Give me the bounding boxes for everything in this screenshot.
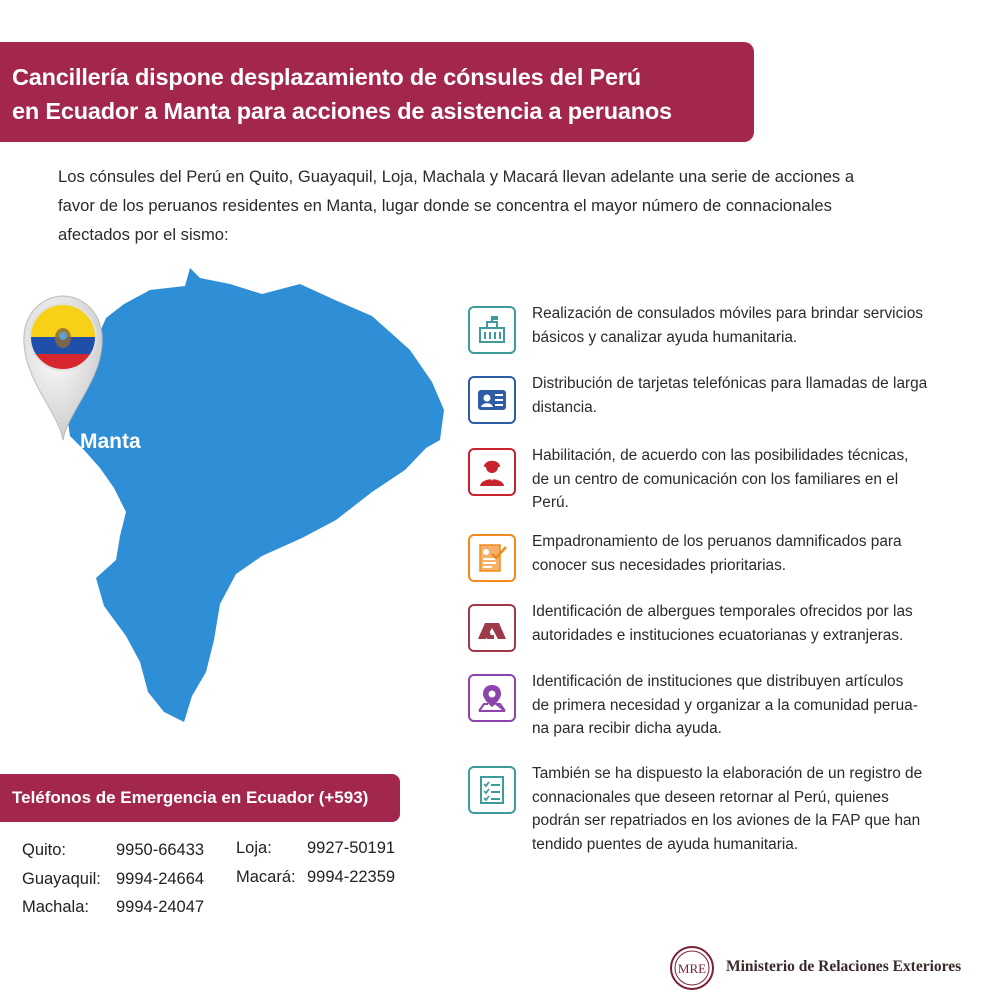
phone-city: Guayaquil:: [22, 869, 101, 888]
emergency-phones-title: Teléfonos de Emergencia en Ecuador (+593): [0, 774, 400, 822]
phone-city: Loja:: [236, 839, 272, 857]
ecuador-flag-pin-icon: [18, 292, 108, 442]
action-text-line: distancia.: [532, 398, 598, 416]
phone-card-icon: [468, 376, 516, 424]
action-text-line: conocer sus necesidades prioritarias.: [532, 556, 787, 574]
action-text-line: Perú.: [532, 494, 569, 511]
seal-text: MRE: [677, 961, 707, 976]
action-text-line: de primera necesidad y organizar a la comunidad perua-: [532, 696, 918, 714]
action-text-line: básicos y canalizar ayuda humanitaria.: [532, 328, 798, 346]
title-line-1: Cancillería dispone desplazamiento de cónsules del Perú: [12, 64, 641, 90]
action-text-line: de un centro de comunicación con los familiares en el: [532, 470, 899, 488]
phone-city: Quito:: [22, 841, 67, 859]
action-text: [532, 372, 964, 419]
phone-city: Machala:: [22, 898, 89, 916]
action-text-line: Distribución de tarjetas telefónicas para llamadas de larga: [532, 375, 928, 392]
ministry-name: Ministerio de Relaciones Exteriores: [726, 958, 962, 975]
ministry-footer: [668, 944, 993, 992]
phone-number: 9927-50191: [307, 839, 396, 857]
action-text-line: Realización de consulados móviles para brindar servicios: [532, 305, 923, 322]
ecuador-map-shape: [66, 268, 444, 722]
action-text-line: autoridades e instituciones ecuatorianas y extranjeras.: [532, 626, 904, 644]
action-text-line: Habilitación, de acuerdo con las posibilidades técnicas,: [532, 447, 909, 464]
shelter-tent-icon: [468, 604, 516, 652]
action-text-line: podrán ser repatriados en los aviones de la FAP que han: [532, 812, 921, 829]
action-text: [532, 302, 964, 349]
action-text: [532, 444, 964, 515]
action-text-line: Identificación de instituciones que distribuyen artículos: [532, 673, 904, 690]
title-banner: [0, 42, 754, 142]
action-text-line: connacionales que deseen retornar al Perú, quienes: [532, 788, 889, 806]
intro-paragraph: [58, 162, 938, 249]
phone-number: 9994-24664: [116, 869, 205, 888]
phone-list-right: [236, 834, 416, 891]
action-text: [532, 762, 964, 856]
checklist-icon: [468, 766, 516, 814]
phone-number: 9994-24047: [116, 898, 205, 916]
operator-icon: [468, 448, 516, 496]
action-text: [532, 600, 964, 647]
phone-row: [22, 865, 222, 894]
title-line-2: en Ecuador a Manta para acciones de asistencia a peruanos: [12, 98, 672, 124]
action-text: [532, 530, 964, 577]
action-text-line: Empadronamiento de los peruanos damnificados para: [532, 533, 902, 550]
phone-number: 9950-66433: [116, 841, 205, 859]
action-text-line: Identificación de albergues temporales ofrecidos por las: [532, 603, 913, 620]
action-text-line: tendido puentes de ayuda humanitaria.: [532, 835, 799, 853]
phone-list-left: [22, 836, 222, 922]
intro-line-3: afectados por el sismo:: [58, 225, 229, 244]
phone-city: Macará:: [236, 867, 296, 886]
action-text: [532, 670, 964, 741]
intro-line-2: favor de los peruanos residentes en Manta, lugar donde se concentra el mayor número de connacionales: [58, 196, 832, 215]
phone-row: [22, 836, 222, 865]
action-text-line: na para recibir dicha ayuda.: [532, 720, 722, 737]
phone-row: [236, 863, 416, 892]
mre-seal-icon: [668, 944, 716, 992]
registration-form-icon: [468, 534, 516, 582]
phone-number: 9994-22359: [307, 867, 396, 886]
action-text-line: También se ha dispuesto la elaboración de un registro de: [532, 765, 923, 782]
manta-label: Manta: [80, 430, 141, 453]
building-icon: [468, 306, 516, 354]
intro-line-1: Los cónsules del Perú en Quito, Guayaquil, Loja, Machala y Macará llevan adelante una serie de acciones a: [58, 167, 855, 186]
phone-row: [236, 834, 416, 863]
phone-row: [22, 893, 222, 922]
location-pin-icon: [468, 674, 516, 722]
